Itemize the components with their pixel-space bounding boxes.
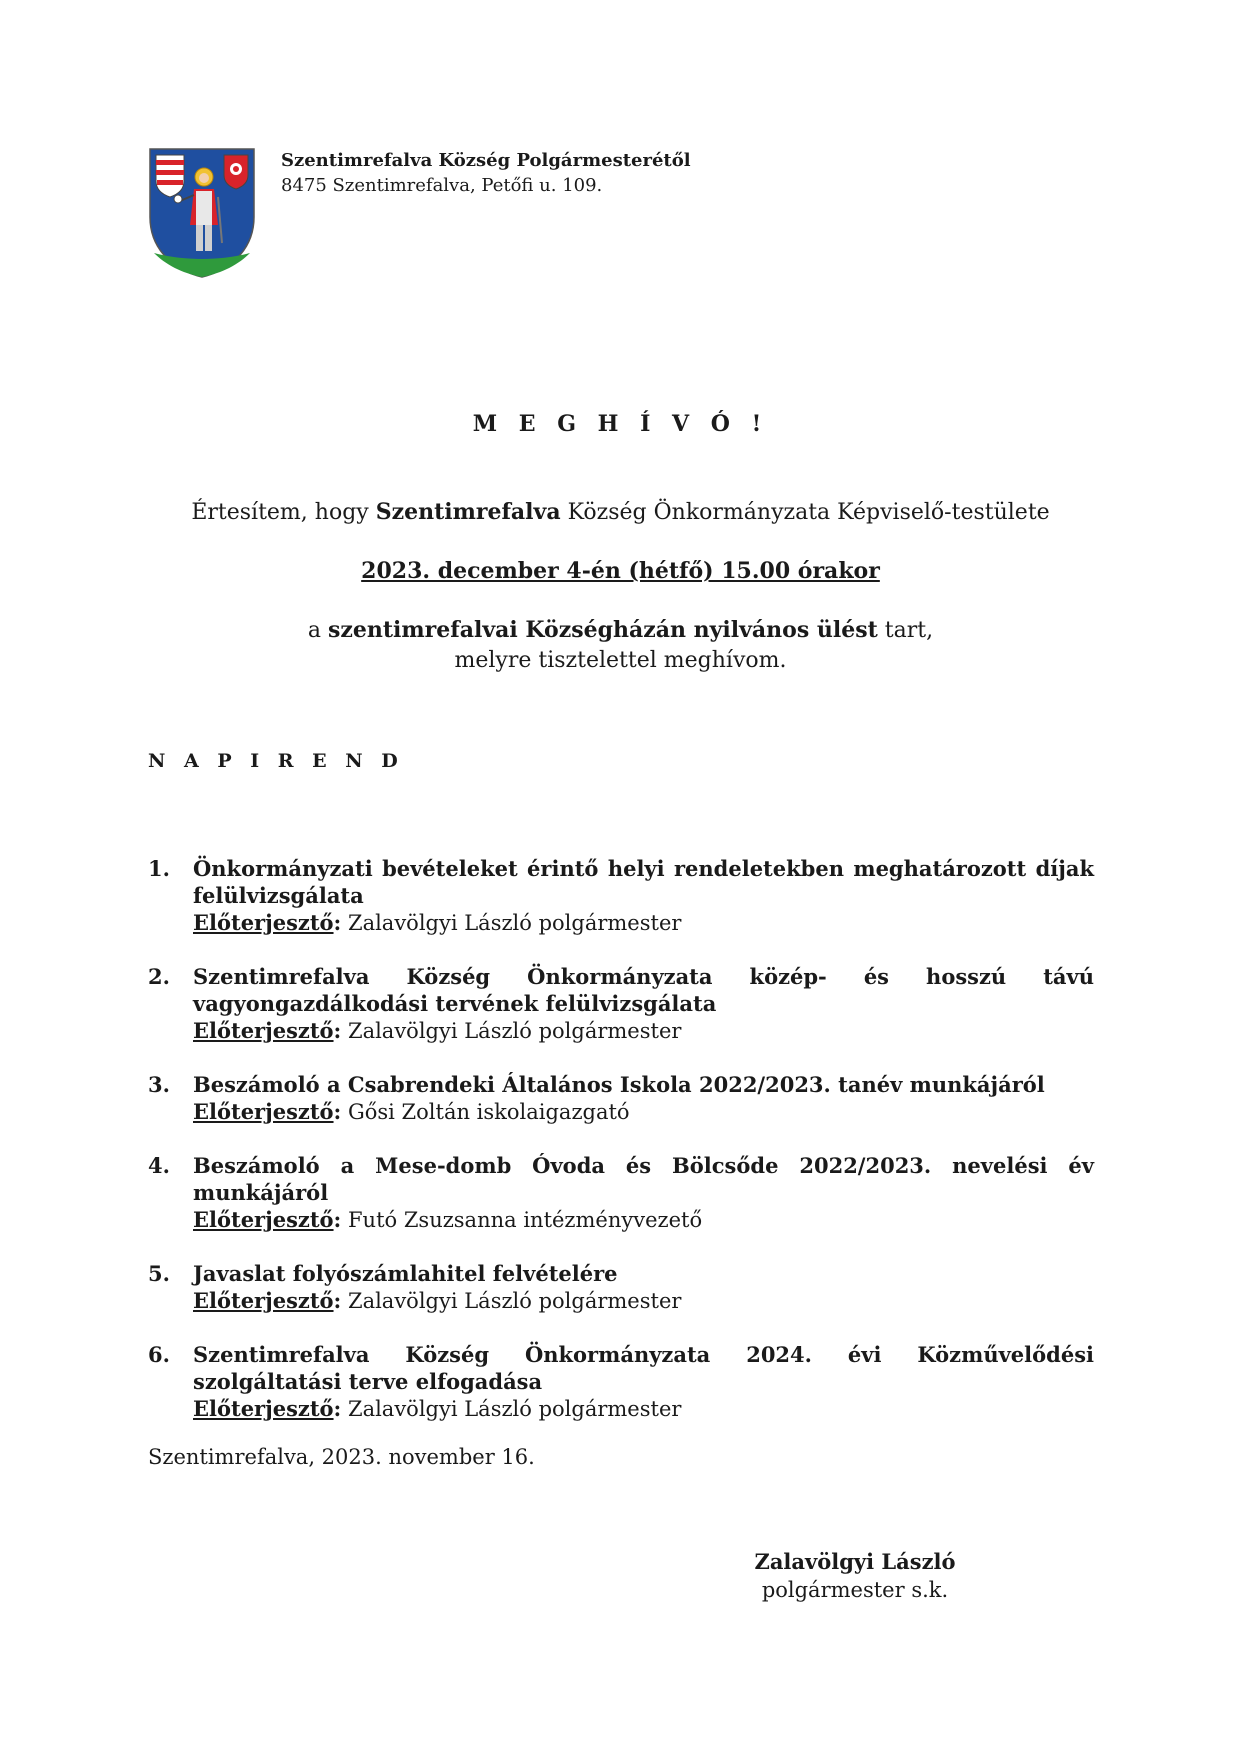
agenda-list bbox=[148, 855, 1094, 1449]
signatory-name: Zalavölgyi László bbox=[754, 1549, 956, 1574]
agenda-item bbox=[148, 1152, 1094, 1234]
presenter-name: Zalavölgyi László polgármester bbox=[341, 1019, 682, 1043]
agenda-item-title: Önkormányzati bevételeket érintő helyi rendeletekben meghatározott díjak felülvizsgálata bbox=[193, 856, 1094, 908]
intro-location bbox=[0, 615, 1241, 676]
presenter-name: Gősi Zoltán iskolaigazgató bbox=[341, 1100, 630, 1124]
agenda-item bbox=[148, 1071, 1094, 1126]
agenda-item-title: Javaslat folyószámlahitel felvételére bbox=[193, 1261, 618, 1286]
presenter-name: Zalavölgyi László polgármester bbox=[341, 911, 682, 935]
presenter-name: Futó Zsuzsanna intézményvezető bbox=[341, 1208, 703, 1232]
agenda-heading: N A P I R E N D bbox=[148, 750, 404, 772]
intro-text: tart, bbox=[877, 618, 934, 643]
presenter-label: Előterjesztő bbox=[193, 1207, 334, 1232]
meeting-date: 2023. december 4-én (hétfő) 15.00 órakor bbox=[361, 558, 880, 584]
agenda-item-title: Beszámoló a Mese-domb Óvoda és Bölcsőde 2022/2023. nevelési év munkájáról bbox=[193, 1153, 1094, 1205]
intro-line-1 bbox=[0, 497, 1241, 528]
presenter-name: Zalavölgyi László polgármester bbox=[341, 1289, 682, 1313]
presenter-label: Előterjesztő bbox=[193, 1099, 334, 1124]
agenda-item-number: 6. bbox=[148, 1342, 170, 1367]
agenda-item-presenter: Előterjesztő: Zalavölgyi László polgármester bbox=[193, 1018, 682, 1043]
signature-block bbox=[740, 1547, 970, 1605]
agenda-item-title: Szentimrefalva Község Önkormányzata 2024. évi Közművelődési szolgáltatási terve elfogadása bbox=[193, 1342, 1094, 1394]
intro-village-name: Szentimrefalva bbox=[375, 499, 561, 525]
agenda-item bbox=[148, 855, 1094, 937]
sender-block bbox=[281, 148, 691, 198]
agenda-item-presenter: Előterjesztő: Zalavölgyi László polgármester bbox=[193, 1288, 682, 1313]
presenter-name: Zalavölgyi László polgármester bbox=[341, 1397, 682, 1421]
intro-text: a bbox=[307, 618, 329, 643]
agenda-item-presenter: Előterjesztő: Futó Zsuzsanna intézményvezető bbox=[193, 1207, 703, 1232]
agenda-item-number: 5. bbox=[148, 1261, 170, 1286]
agenda-item-title: Beszámoló a Csabrendeki Általános Iskola 2022/2023. tanév munkájáról bbox=[193, 1072, 1045, 1097]
agenda-item-presenter: Előterjesztő: Zalavölgyi László polgármester bbox=[193, 910, 682, 935]
coat-of-arms-image bbox=[148, 147, 256, 278]
sender-org: Szentimrefalva Község Polgármesterétől bbox=[281, 150, 691, 171]
agenda-item-number: 4. bbox=[148, 1153, 170, 1178]
agenda-item-number: 2. bbox=[148, 964, 170, 989]
agenda-item bbox=[148, 1341, 1094, 1423]
invitation-closing: melyre tisztelettel meghívom. bbox=[454, 648, 787, 673]
signatory-role: polgármester s.k. bbox=[761, 1578, 949, 1602]
presenter-label: Előterjesztő bbox=[193, 1018, 334, 1043]
agenda-item-number: 1. bbox=[148, 856, 170, 881]
meeting-venue: szentimrefalvai Községházán nyilvános ülést bbox=[328, 617, 878, 643]
document-title: M E G H Í V Ó ! bbox=[472, 411, 769, 437]
sender-address: 8475 Szentimrefalva, Petőfi u. 109. bbox=[281, 175, 603, 196]
agenda-item-presenter: Előterjesztő: Zalavölgyi László polgármester bbox=[193, 1396, 682, 1421]
presenter-label: Előterjesztő bbox=[193, 1396, 334, 1421]
place-date: Szentimrefalva, 2023. november 16. bbox=[148, 1445, 535, 1469]
agenda-item-presenter: Előterjesztő: Gősi Zoltán iskolaigazgató bbox=[193, 1099, 630, 1124]
presenter-label: Előterjesztő bbox=[193, 1288, 334, 1313]
intro-text: Község Önkormányzata Képviselő-testülete bbox=[560, 500, 1050, 525]
agenda-item-title: Szentimrefalva Község Önkormányzata közép- és hosszú távú vagyongazdálkodási tervének felülvizsgálata bbox=[193, 964, 1094, 1016]
presenter-label: Előterjesztő bbox=[193, 910, 334, 935]
agenda-item-number: 3. bbox=[148, 1072, 170, 1097]
agenda-item bbox=[148, 963, 1094, 1045]
intro-text: Értesítem, hogy bbox=[191, 500, 376, 525]
agenda-item bbox=[148, 1260, 1094, 1315]
